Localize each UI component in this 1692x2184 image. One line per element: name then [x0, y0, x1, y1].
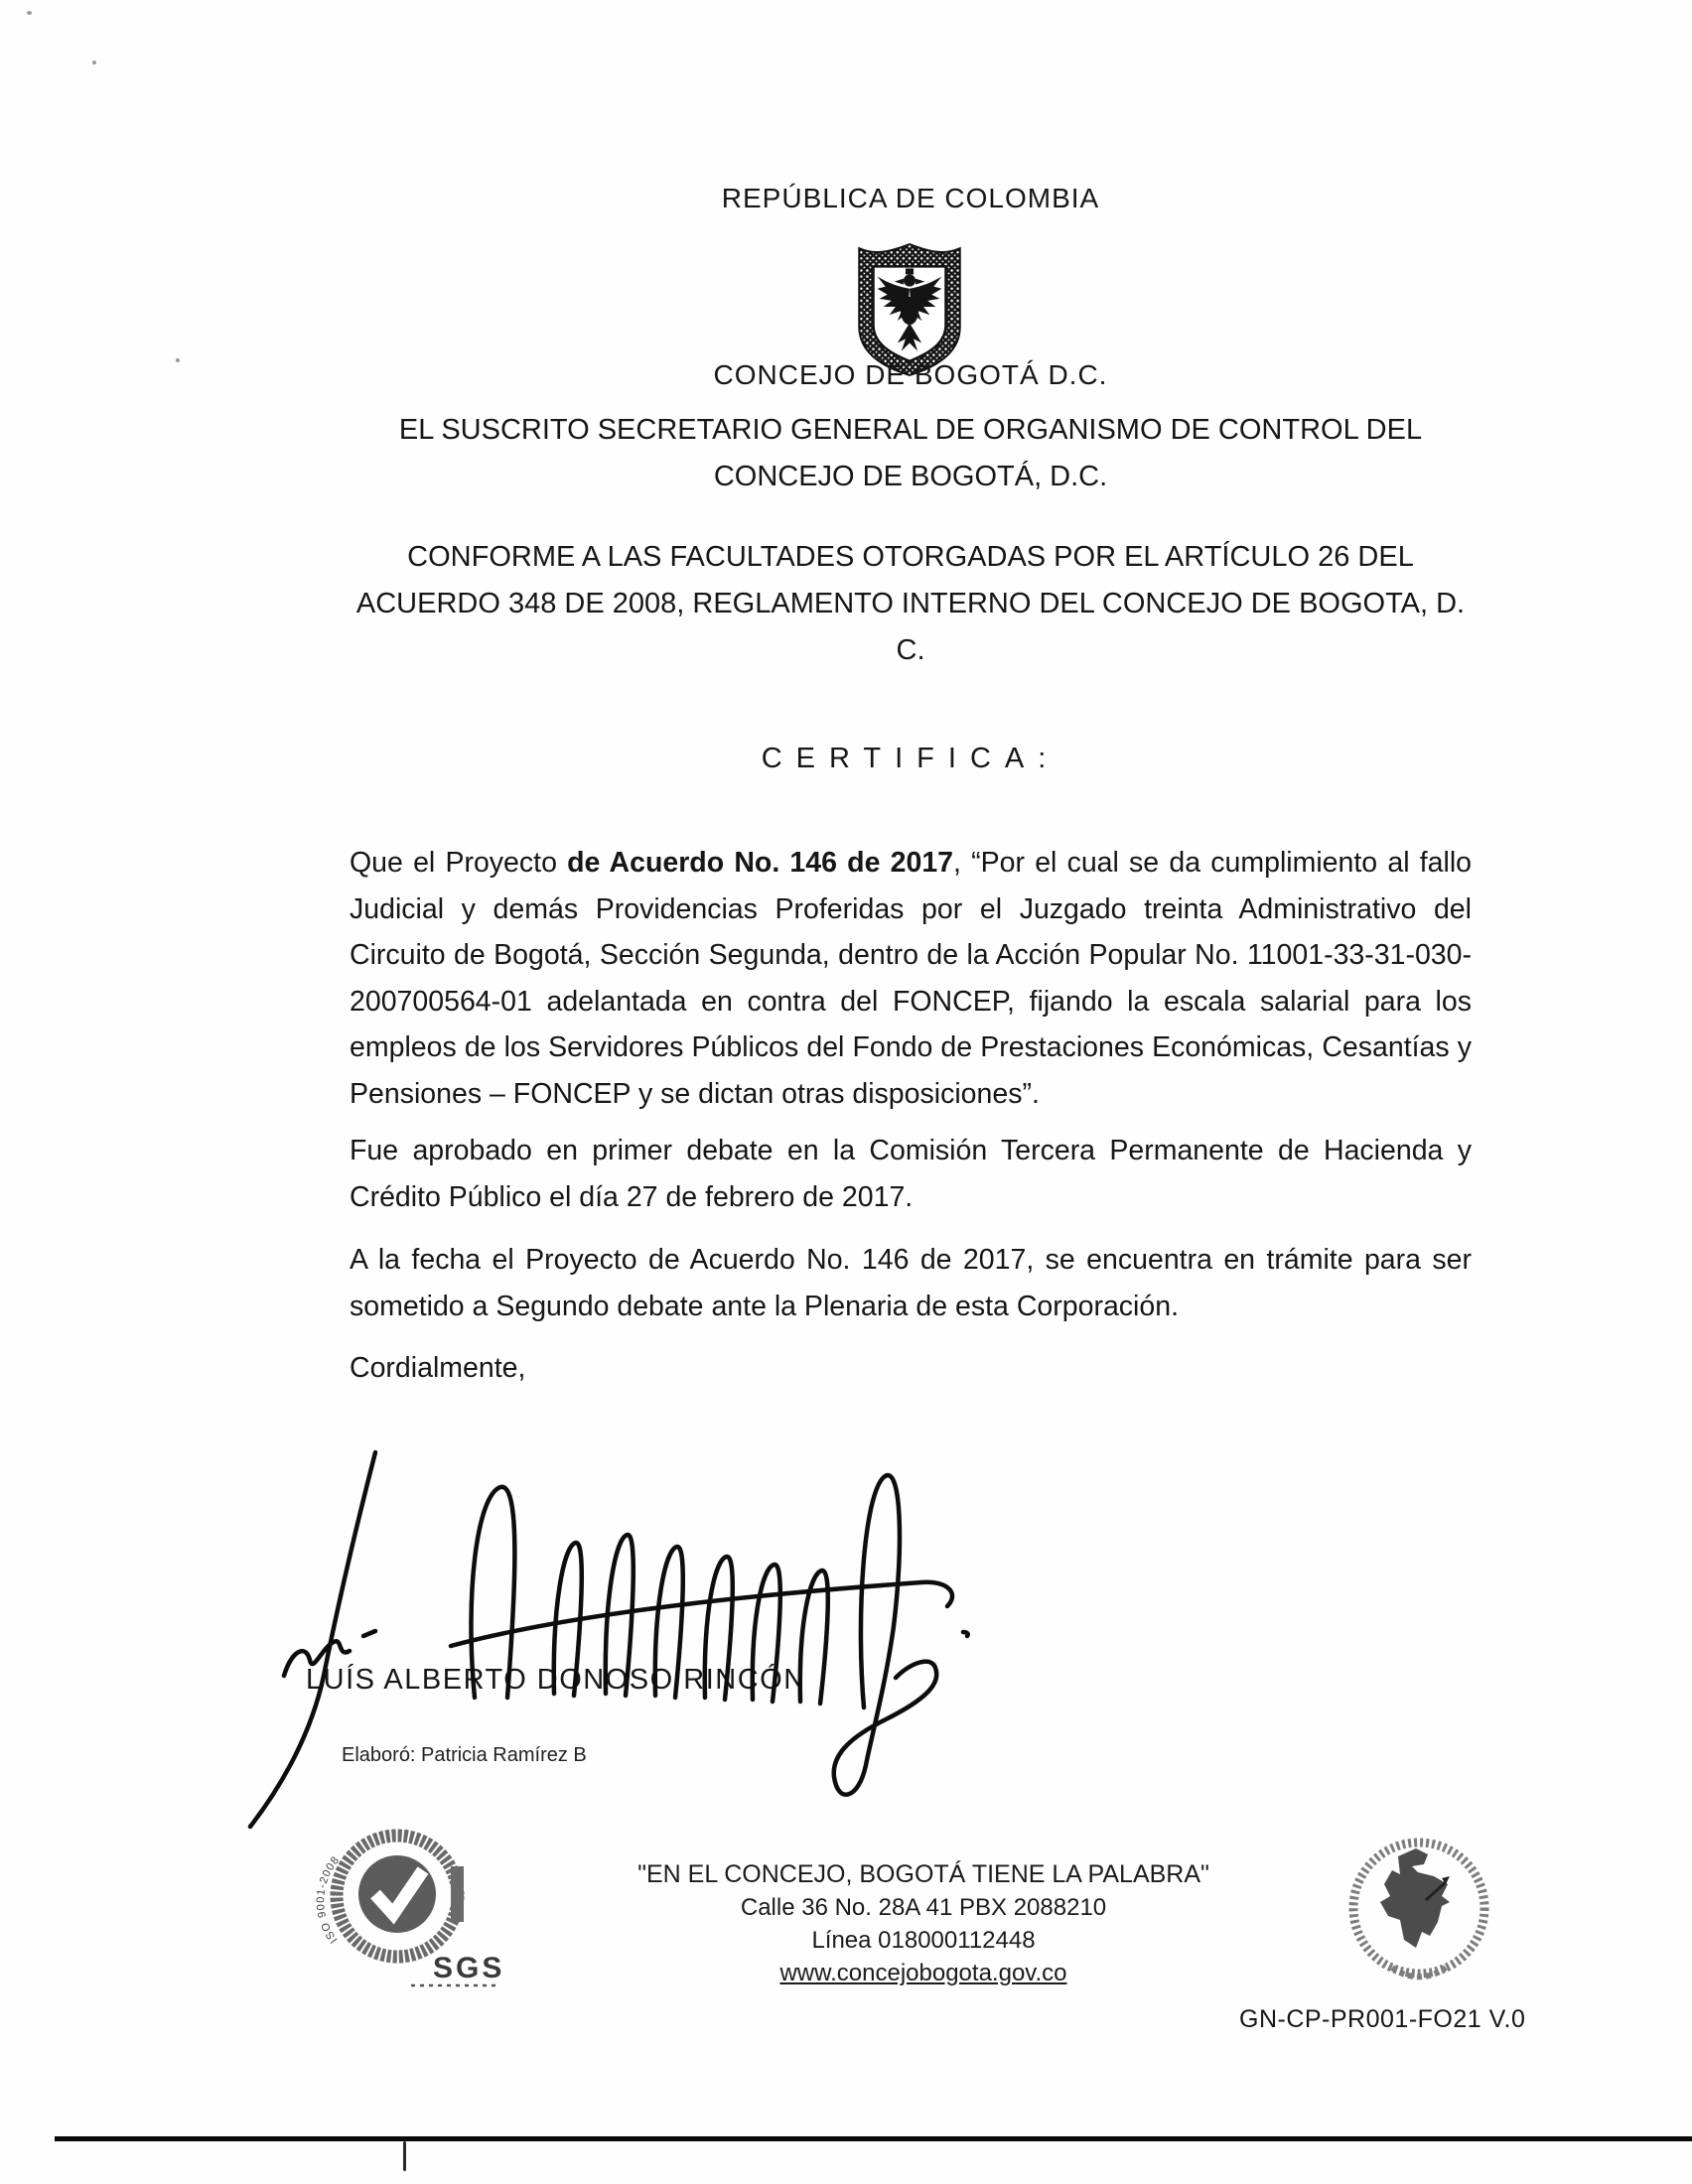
- footer-website-link: www.concejobogota.gov.co: [779, 1960, 1067, 1986]
- scan-speckle: [92, 61, 96, 65]
- footer-address: Calle 36 No. 28A 41 PBX 2088210: [740, 1894, 1107, 1921]
- scan-speckle: [27, 11, 32, 15]
- page-bottom-rule: [55, 2136, 1692, 2141]
- acuerdo-number-bold: de Acuerdo No. 146 de 2017: [567, 847, 954, 879]
- coat-of-arms-icon: [852, 238, 967, 379]
- colombia-seal-icon: [1329, 1825, 1509, 1995]
- signatory-name: LUÍS ALBERTO DONOSO RINCÓN: [306, 1664, 806, 1696]
- council-name: CONCEJO DE BOGOTÁ D.C.: [713, 359, 1108, 390]
- issuer-title: EL SUSCRITO SECRETARIO GENERAL DE ORGANISMO DE CONTROL DEL CONCEJO DE BOGOTÁ, D.C.: [398, 414, 1423, 492]
- scan-speckle: [176, 358, 180, 362]
- form-code: GN-CP-PR001-FO21 V.0: [1239, 2005, 1526, 2033]
- footer-slogan: "EN EL CONCEJO, BOGOTÁ TIENE LA PALABRA": [637, 1860, 1209, 1888]
- certifies-heading: CERTIFICA:: [761, 743, 1060, 774]
- footer-contact-block: [596, 1858, 1251, 1989]
- sgs-certification-icon: [314, 1821, 504, 1995]
- certification-paragraph: [350, 840, 1472, 1117]
- scan-artifact-tick: [403, 2141, 406, 2171]
- footer-phone: Línea 018000112448: [811, 1927, 1036, 1954]
- handwritten-signature-icon: [226, 1437, 993, 1832]
- prepared-by-note: Elaboró: Patricia Ramírez B: [342, 1744, 587, 1766]
- status-paragraph: A la fecha el Proyecto de Acuerdo No. 146 de 2017, se encuentra en trámite para ser sometido a Segundo debate ante la Plenaria de esta Corporación.: [350, 1244, 1472, 1322]
- sgs-ring-text: ISO 9001-2008: [315, 1853, 343, 1946]
- paragraph1-prefix: Que el Proyecto: [350, 847, 568, 879]
- authority-statement: CONFORME A LAS FACULTADES OTORGADAS POR EL ARTÍCULO 26 DEL ACUERDO 348 DE 2008, REGLAMENTO INTERNO DEL CONCEJO DE BOGOTA, D. C.: [355, 541, 1466, 666]
- republic-header: REPÚBLICA DE COLOMBIA: [721, 183, 1100, 213]
- closing-salutation: Cordialmente,: [350, 1352, 526, 1384]
- paragraph1-rest: , “Por el cual se da cumplimiento al fallo Judicial y demás Providencias Proferidas por el Juzgado treinta Administrativo del Circuito de Bogotá, Sección Segunda, dentro de la Acción Popular No. 11001-33-31-030-200700564-01 adelantada en contra del FONCEP, fijando la escala salarial para los empleos de los Servidores Públicos del Fondo de Prestaciones Económicas, Cesantías y Pensiones – FONCEP y se dictan otras disposiciones”.: [350, 847, 1473, 1110]
- first-debate-paragraph: Fue aprobado en primer debate en la Comisión Tercera Permanente de Hacienda y Crédito Público el día 27 de febrero de 2017.: [350, 1135, 1472, 1213]
- sgs-logo-text: SGS: [433, 1952, 504, 1984]
